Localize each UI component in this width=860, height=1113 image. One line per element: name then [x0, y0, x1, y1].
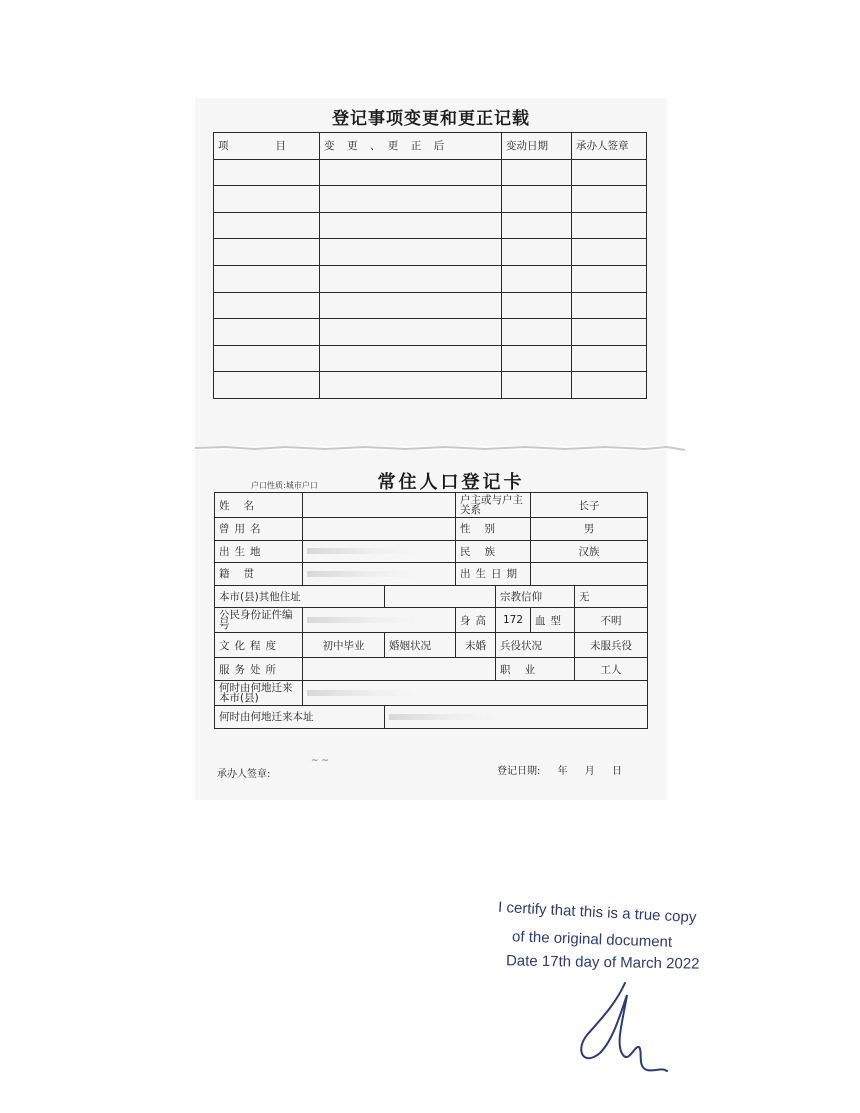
handler-signature-label: 承办人签章:	[217, 769, 271, 780]
table-row	[214, 212, 647, 239]
label-gender: 性别	[456, 518, 531, 541]
registration-table	[214, 492, 648, 729]
value-religion: 无	[575, 585, 648, 608]
change-record-header-row	[214, 133, 647, 160]
table-row	[214, 319, 647, 346]
registration-date-label: 登记日期:	[497, 766, 541, 777]
value-name	[303, 493, 456, 518]
header-handler-signature: 承办人签章	[572, 133, 647, 160]
value-blood-type: 不明	[575, 608, 648, 633]
label-ethnicity: 民族	[456, 540, 531, 563]
label-workplace: 服务处所	[215, 658, 303, 681]
value-occupation: 工人	[575, 658, 648, 681]
change-record-table	[213, 132, 647, 399]
table-row	[214, 186, 647, 213]
label-native-place: 籍贯	[215, 563, 303, 586]
household-type: 户口性质:城市户口	[251, 481, 318, 490]
label-height: 身高	[456, 608, 496, 633]
label-name: 姓名	[215, 493, 303, 518]
year-label: 年	[557, 766, 568, 777]
handwritten-signature	[565, 975, 675, 1085]
value-move-address-redacted	[385, 705, 648, 728]
label-relation: 户主或与户主关系	[456, 493, 531, 518]
value-move-city-redacted	[303, 680, 648, 705]
value-workplace	[303, 658, 496, 681]
row-education	[215, 633, 648, 658]
header-change-date: 变动日期	[502, 133, 572, 160]
row-birthplace	[215, 540, 648, 563]
row-former-name	[215, 518, 648, 541]
value-gender: 男	[531, 518, 648, 541]
value-military: 未服兵役	[575, 633, 648, 658]
label-education: 文化程度	[215, 633, 303, 658]
registration-title: 常住人口登记卡	[377, 472, 525, 493]
value-marital: 未婚	[456, 633, 496, 658]
change-record-card	[195, 98, 667, 446]
row-move-city	[215, 680, 648, 705]
value-ethnicity: 汉族	[531, 540, 648, 563]
label-id-number: 公民身份证件编号	[215, 608, 303, 633]
table-row	[214, 345, 647, 372]
row-native-place	[215, 563, 648, 586]
row-workplace	[215, 658, 648, 681]
table-row	[214, 159, 647, 186]
label-birth-date: 出生日期	[456, 563, 531, 586]
label-move-city: 何时由何地迁来本市(县)	[215, 680, 303, 705]
certification-line-3: Date 17th day of March 2022	[505, 952, 700, 973]
registration-card	[195, 450, 667, 800]
label-occupation: 职业	[496, 658, 575, 681]
label-move-address: 何时由何地迁来本址	[215, 705, 385, 728]
table-row	[214, 292, 647, 319]
value-education: 初中毕业	[303, 633, 385, 658]
label-marital: 婚姻状况	[385, 633, 456, 658]
registration-date	[497, 762, 622, 777]
row-id	[215, 608, 648, 633]
label-former-name: 曾用名	[215, 518, 303, 541]
table-row	[214, 265, 647, 292]
table-row	[214, 239, 647, 266]
label-birthplace: 出生地	[215, 540, 303, 563]
certification-line-1: I certify that this is a true copy	[497, 898, 697, 927]
value-birthplace-redacted	[303, 540, 456, 563]
label-blood-type: 血型	[531, 608, 575, 633]
value-birth-date	[531, 563, 648, 586]
label-other-address: 本市(县)其他住址	[215, 585, 385, 608]
value-id-number-redacted	[303, 608, 456, 633]
certification-line-2: of the original document	[511, 928, 673, 951]
value-relation: 长子	[531, 493, 648, 518]
row-name	[215, 493, 648, 518]
label-religion: 宗教信仰	[496, 585, 575, 608]
value-native-place-redacted	[303, 563, 456, 586]
month-label: 月	[584, 766, 595, 777]
header-item: 项 目	[214, 133, 320, 160]
row-other-address	[215, 585, 648, 608]
header-changed-value: 变 更 、 更 正 后	[320, 133, 502, 160]
faint-stamp-mark: ~ ~	[311, 756, 329, 766]
day-label: 日	[611, 766, 622, 777]
row-move-address	[215, 705, 648, 728]
value-other-address	[385, 585, 496, 608]
value-height: 172	[496, 608, 531, 633]
change-record-title: 登记事项变更和更正记载	[332, 109, 530, 129]
value-former-name	[303, 518, 456, 541]
label-military: 兵役状况	[496, 633, 575, 658]
table-row	[214, 372, 647, 399]
